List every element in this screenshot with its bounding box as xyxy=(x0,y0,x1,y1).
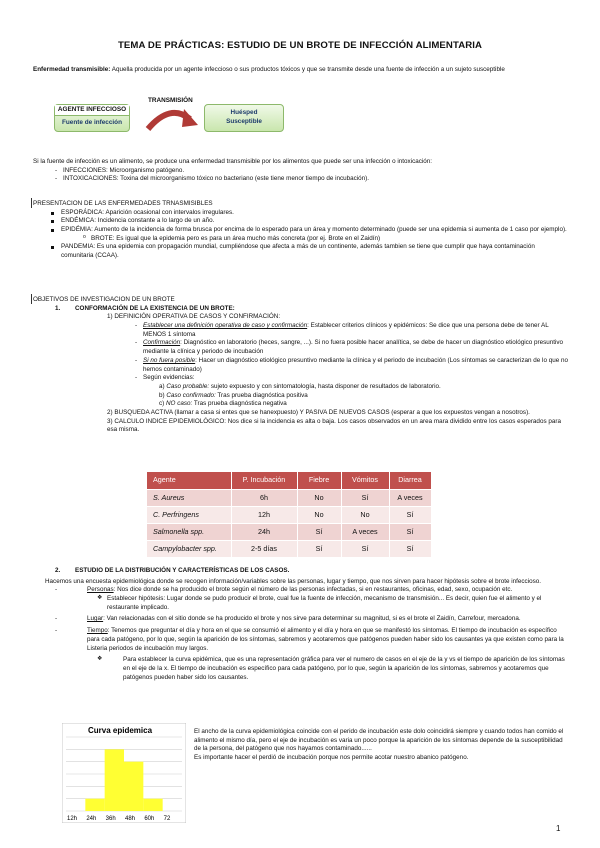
table-cell: Sí xyxy=(297,523,341,540)
table-cell: A veces xyxy=(389,489,431,506)
food-item-intoxicaciones: - INTOXICACIONES: Toxina del microorganismo tóxico no bacteriano (este tiene menor tiempo de incubación). xyxy=(33,175,568,184)
x-tick-label: 12h xyxy=(67,816,78,822)
side-paragraph-2: Es importante hacer el perdió de incubación porque nos permite acotar nuestro abanico patógeno. xyxy=(194,754,469,762)
section1-title: 1. CONFORMACIÓN DE LA EXISTENCIA DE UN BROTE: xyxy=(55,304,235,312)
presentation-section xyxy=(33,200,568,261)
table-cell: S. Aureus xyxy=(147,489,231,506)
food-item-infecciones: - INFECCIONES: Microorganismo patógeno. xyxy=(33,167,568,176)
food-intro: Si la fuente de infección es un alimento, se produce una enfermedad transmisible por los alimentos que puede ser una infección o intoxicación: xyxy=(33,158,433,165)
table-cell: 2-5 días xyxy=(231,540,297,557)
chart-title: Curva epidemica xyxy=(88,726,153,735)
intro-definition: Aquella producida por un agente infeccioso o sus productos tóxicos y que se transmite desde una fuente de infección a un sujeto susceptible xyxy=(110,66,505,73)
lugar-item: - Lugar: Van relacionadas con el sitio donde se ha producido el brote y nos sirve para determinar su magnitud, si es el brote el Zaidín, Carrefour, mercadona. xyxy=(33,615,568,624)
chart-bar xyxy=(85,799,104,811)
source-label: Fuente de infección xyxy=(61,118,122,126)
section1-sub2: 2) BUSQUEDA ACTIVA (llamar a casa si entes que se hanexpuesto) Y PASIVA DE NUEVOS CASOS (esperar a que los expuestos vengan a nosotros). xyxy=(107,408,530,416)
x-tick-label: 48h xyxy=(125,816,136,822)
table-cell: Sí xyxy=(341,540,389,557)
section2-title: 2. ESTUDIO DE LA DISTRIBUCIÓN Y CARACTERÍSTICAS DE LOS CASOS. xyxy=(55,567,290,574)
table-row xyxy=(147,489,431,506)
epidemic-curve-chart xyxy=(62,723,186,823)
table-cell: Sí xyxy=(389,506,431,523)
table-cell: Campylobacter spp. xyxy=(147,540,231,557)
tiempo-item: - Tiempo: Tenemos que preguntar el día y hora en el que se consumió el alimento y el día y hora en que se manifestó los síntomas. El tiempo de incubación es específico para cada patógeno, por lo que, según la aparición de los síntomas, sabremos y acotaremos que patógenos pueden haber sido los causantes ya que existen como para la Listeria periodos de incubación muy largos. xyxy=(33,627,568,653)
host-box xyxy=(204,104,284,132)
table-cell: Sí xyxy=(297,540,341,557)
table-header: Agente xyxy=(147,472,231,489)
presentation-item: ENDÉMICA: Incidencia constante a lo largo de un año. xyxy=(33,217,568,226)
table-cell: No xyxy=(297,489,341,506)
intro-term: Enfermedad transmisible: xyxy=(33,66,111,73)
table-row xyxy=(147,523,431,540)
agent-label: AGENTE INFECCIOSO xyxy=(55,105,129,116)
personas-item: - Personas: Nos dice donde se ha producido el brote según el número de las personas infectadas, si en restaurantes, oficinas, edad, sexo, ocupación etc. xyxy=(33,586,568,595)
host-line2: Susceptible xyxy=(226,117,262,125)
presentation-item: EPIDÉMIA: Aumento de la incidencia de forma brusca por encima de lo esperado para un área y momento determinado (puede ser una epidemia si aumenta de 1 caso por ejemplo). xyxy=(33,226,568,235)
x-tick-label: 60h xyxy=(144,816,155,822)
case-item: b) Caso confirmado: Tras prueba diagnóstica positiva xyxy=(159,391,308,399)
presentation-subitem: o BROTE: Es igual que la epidemia pero es para un área mucho más concreta (por ej. Brote en el Zaidín) xyxy=(33,235,568,244)
table-cell: C. Perfringens xyxy=(147,506,231,523)
section-divider xyxy=(31,198,32,208)
table-cell: No xyxy=(341,506,389,523)
table-cell: Sí xyxy=(389,540,431,557)
objectives-heading: OBJETIVOS DE INVESTIGACION DE UN BROTE xyxy=(33,296,175,303)
section2-intro: Hacemos una encuesta epidemiológica donde se recogen información/variables sobre las personas, lugar y tiempo, que nos sirven para hacer hipótesis sobre el brote infeccioso. xyxy=(45,577,541,585)
food-section xyxy=(33,158,568,184)
table-header: Vómitos xyxy=(341,472,389,489)
chart-bar xyxy=(143,799,162,811)
table-header: Fiebre xyxy=(297,472,341,489)
curve-note: ❖ Para establecer la curva epidémica, que es una representación gráfica para ver el numero de casos en el eje de la y vs el tiempo de aparición de los síntomas en el eje de la x. El tiempo de incubación es específico para cada patógeno, por lo que, según la aparición de los síntomas, sabremos y acotaremos que patógenos pueden haber sido los causantes. xyxy=(33,656,568,682)
section1-sub1: 1) DEFINICIÓN OPERATIVA DE CASOS Y CONFIRMACIÓN: xyxy=(107,313,281,321)
section2 xyxy=(33,567,568,682)
side-paragraph-1: El ancho de la curva epidemiológica coincide con el perido de incubación este dolo coincidirá siempre y cuando todos han comido el alimento el mismo día, pero el eje de incubación es varia un poco porque la aparición de los síntomas depende de la susceptibilidad de la persona, del patógeno que nos hayamos contaminado...... xyxy=(194,728,564,753)
table-header: Diarrea xyxy=(389,472,431,489)
table-header-row xyxy=(147,472,431,489)
presentation-heading: PRESENTACION DE LAS ENFERMEDADES TRNASMISIBLES xyxy=(33,200,213,207)
intro-paragraph xyxy=(33,66,553,75)
table-row xyxy=(147,540,431,557)
table-row xyxy=(147,506,431,523)
case-item: a) Caso probable: sujeto expuesto y con sintomatología, hasta disponer de resultados de laboratorio. xyxy=(159,382,441,390)
confirmacion-item: - Confirmación: Diagnóstico en laboratorio (heces, sangre, ...). Si no fuera posible hacer analítica, se debe de hacer un diagnóstico etiológico presuntivo mediante la clínica y periodo de incubación xyxy=(33,339,568,356)
presentation-item: ESPORÁDICA: Aparición ocasional con intervalos irregulares. xyxy=(33,209,568,218)
table-cell: No xyxy=(297,506,341,523)
evidencias-label: - Según evidencias: xyxy=(33,374,568,383)
agent-box xyxy=(54,104,130,132)
curve-side-text xyxy=(194,728,566,763)
transmission-diagram xyxy=(54,97,284,145)
table-cell: 12h xyxy=(231,506,297,523)
table-cell: 24h xyxy=(231,523,297,540)
noposible-item: - Si no fuera posible: Hacer un diagnóstico etiológico presuntivo mediante la clínica y el periodo de incubación (Los síntomas se caracterizan de lo que no hemos contaminado) xyxy=(33,357,568,374)
table-cell: Sí xyxy=(341,489,389,506)
table-cell: A veces xyxy=(341,523,389,540)
chart-bar xyxy=(105,749,124,811)
table-header: P. Incubación xyxy=(231,472,297,489)
case-item: c) NO caso: Tras prueba diagnóstica negativa xyxy=(159,400,287,408)
curved-arrow-icon xyxy=(144,105,200,131)
pathogen-table xyxy=(147,472,432,557)
page-title: TEMA DE PRÁCTICAS: ESTUDIO DE UN BROTE DE INFECCIÓN ALIMENTARIA xyxy=(117,40,483,51)
presentation-item: PANDEMIA: Es una epidemia con propagación mundial, cumpliéndose que afecta a más de un continente, además tambien se tiene que cumplir que haya contaminación comunitaria (CCAA). xyxy=(33,243,568,260)
x-tick-label: 36h xyxy=(105,816,116,822)
x-tick-label: 72 xyxy=(163,816,171,822)
table-cell: 6h xyxy=(231,489,297,506)
hipotesis-item: ❖ Establecer hipótesis: Lugar donde se pudo producir el brote, cual fue la fuente de infección, mecanismo de transmisión... Es decir, quien fue el alimento y el restaurante implicado. xyxy=(33,595,568,612)
table-cell: Salmonella spp. xyxy=(147,523,231,540)
objectives-section xyxy=(33,296,568,435)
host-line1: Huésped xyxy=(230,109,258,116)
establecer-item: - Establecer una definición operativa de caso y confirmación: Establecer criterios clínicos y epidémicos: Se dice que una persona debe de tener AL MENOS 1 síntoma xyxy=(33,322,568,339)
page-number: 1 xyxy=(556,824,561,833)
table-cell: Sí xyxy=(389,523,431,540)
section-divider xyxy=(31,294,32,304)
transmission-label: TRANSMISIÓN xyxy=(148,97,193,104)
section1-sub3: 3) CALCULO INDICE EPIDEMIOLÓGICO: Nos dice si la incidencia es alta o baja. Los casos observados en un area mara dividido entre los casos esperados para esa misma. xyxy=(107,417,561,434)
x-tick-label: 24h xyxy=(86,816,97,822)
chart-bar xyxy=(124,762,143,811)
